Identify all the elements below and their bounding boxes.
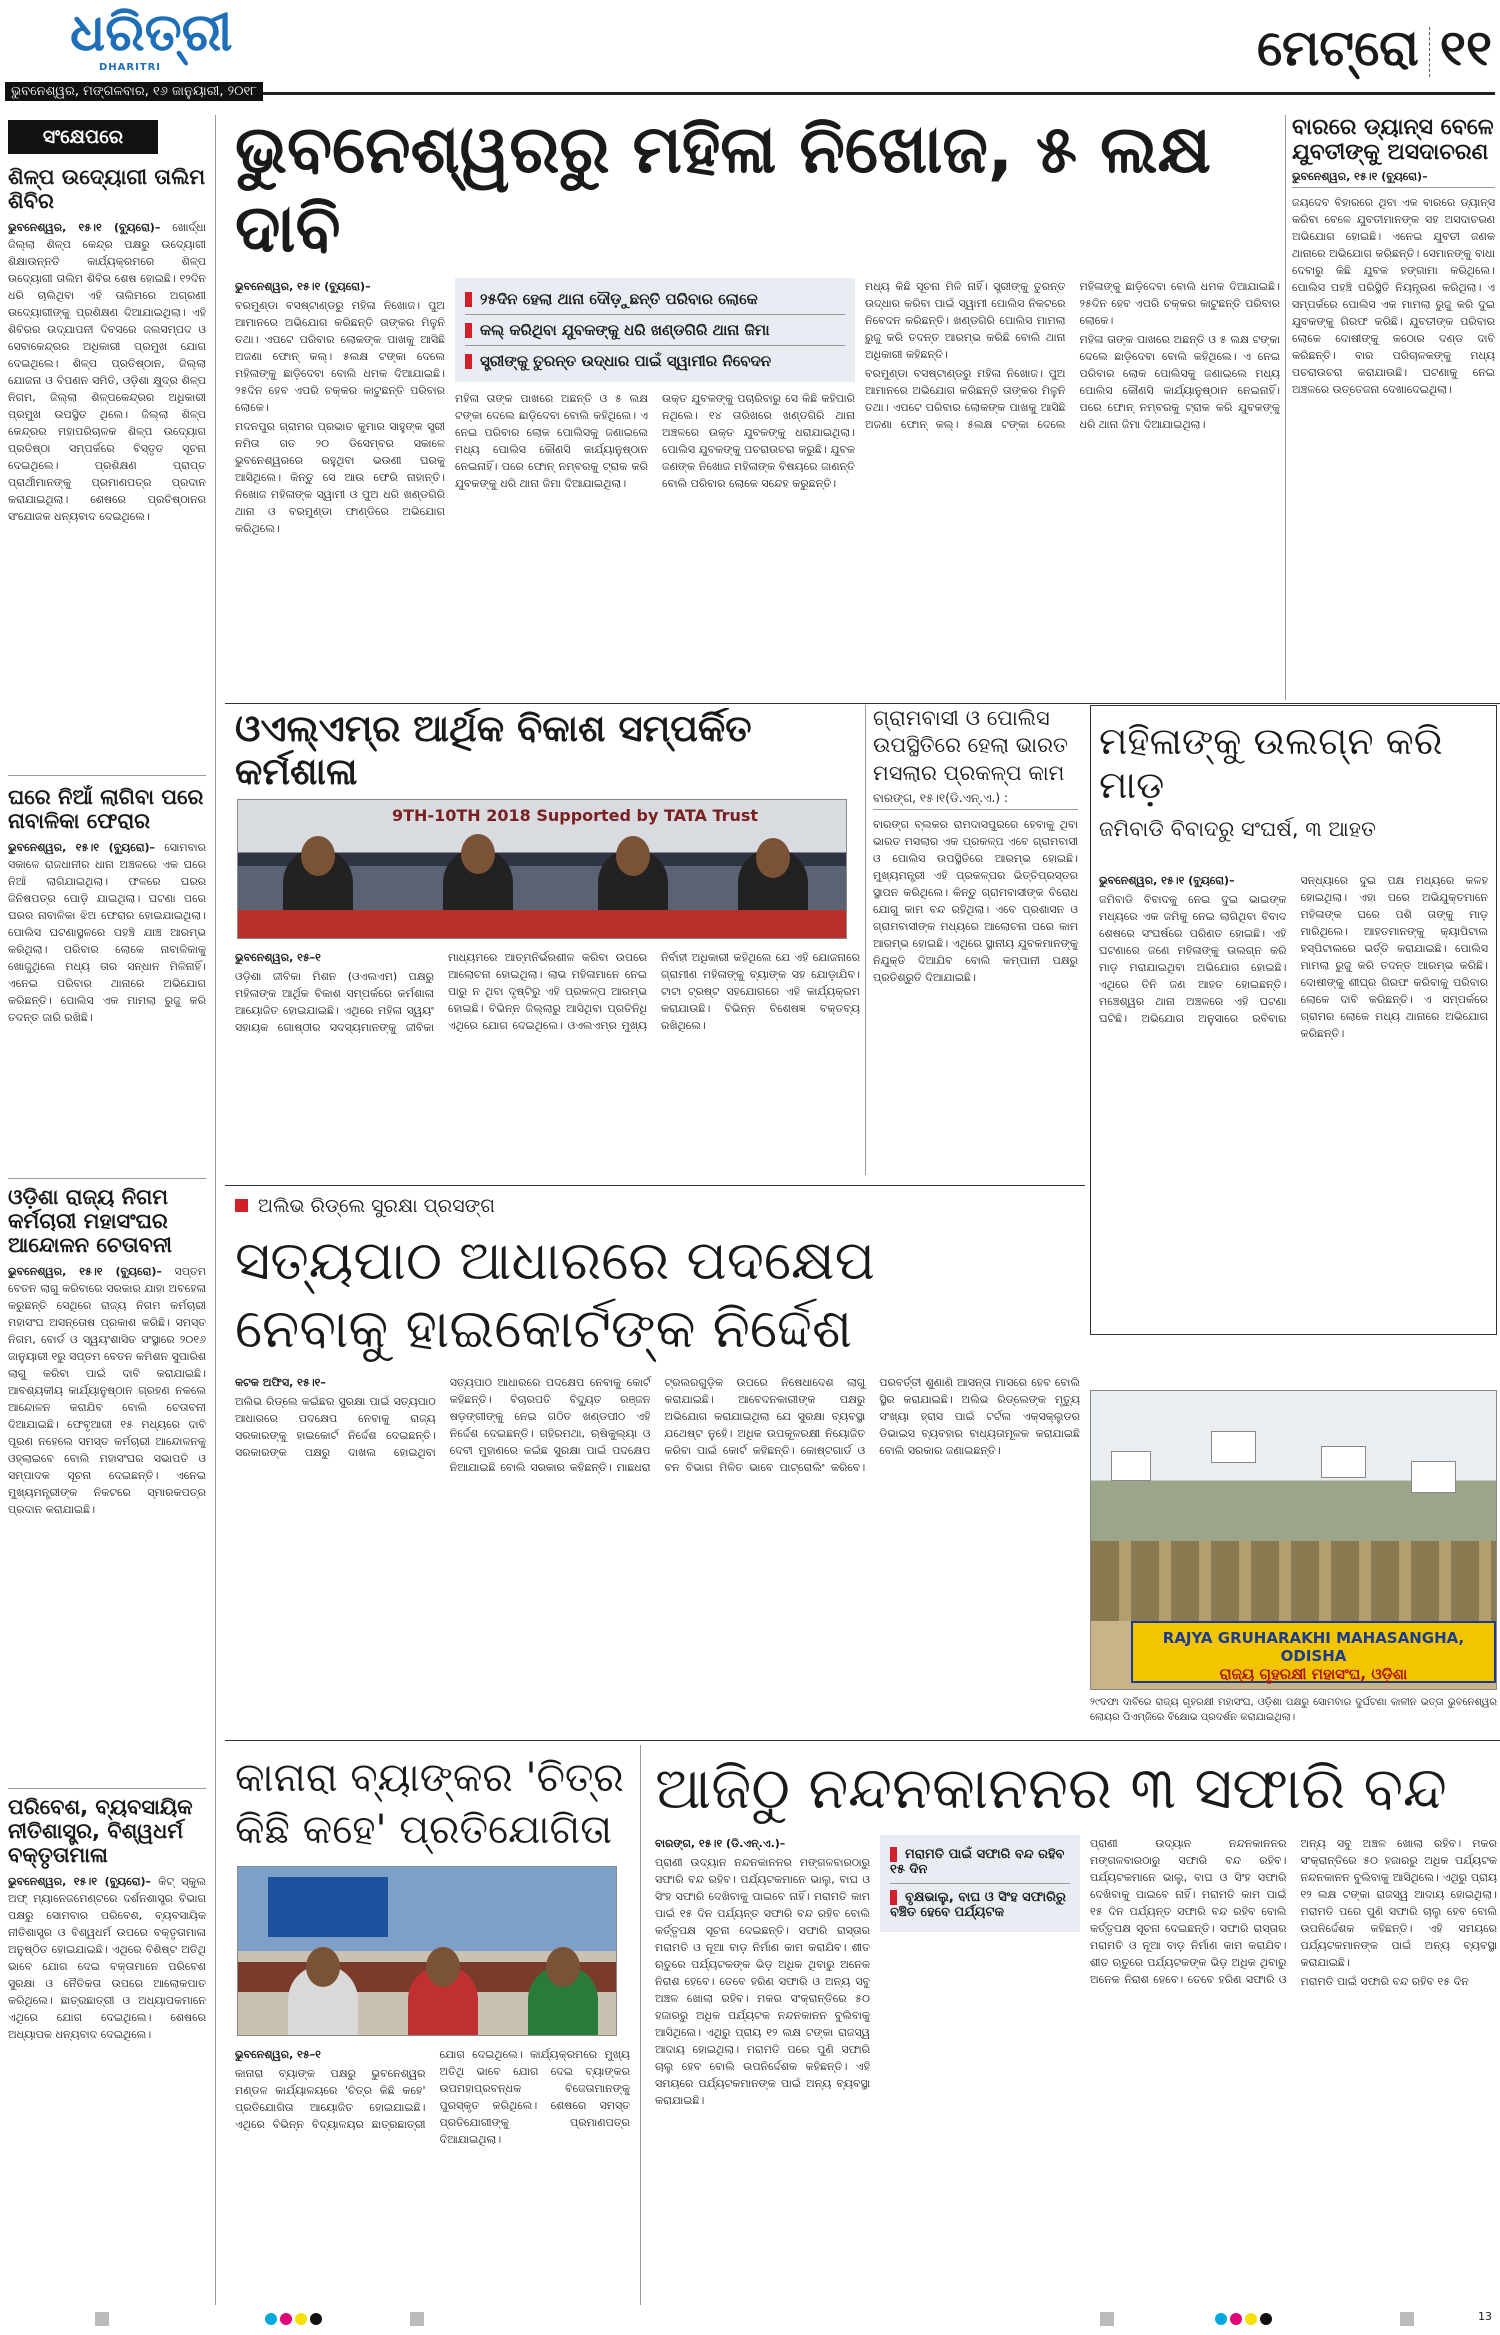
page-number: ୧୧	[1439, 19, 1492, 77]
court-story	[235, 1195, 1080, 1725]
spice-story: ଗ୍ରାମବାସୀ ଓ ପୋଲିସ ଉପସ୍ଥିତିରେ ହେଲା ଭାରତ ମସଲାର ପ୍ରକଳ୍ପ କାମ ବାରଙ୍ଗ, ୧୫।୧(ଡି.ଏନ୍.ଏ.) : ବାରଙ୍ଗ ବ୍ଲକର ରାମଦାସପୁରରେ ହେବାକୁ ଥିବା ଭାରତ ମସଲାର ଏକ ପ୍ରକଳ୍ପ ଏବେ ଗ୍ରାମବାସୀ ଓ ପୋଲିସ ଉପସ୍ଥିତିରେ ଆରମ୍ଭ ହୋଇଛି। ମୁଖ୍ୟମନ୍ତ୍ରୀ ଏହି ପ୍ରକଳ୍ପର ଭିତ୍ତିପ୍ରସ୍ତର ସ୍ଥାପନ କରିଥିଲେ। କିନ୍ତୁ ଗ୍ରାମବାସୀଙ୍କ ବିରୋଧ ଯୋଗୁ କାମ ବନ୍ଦ ରହିଥିଲା। ଏବେ ପ୍ରଶାସନ ଓ ଗ୍ରାମବାସୀଙ୍କ ମଧ୍ୟରେ ଆଲୋଚନା ପରେ କାମ ଆରମ୍ଭ ହୋଇଛି। ଏଥିରେ ସ୍ଥାନୀୟ ଯୁବକମାନଙ୍କୁ ନିଯୁକ୍ତି ଦିଆଯିବ ବୋଲି କମ୍ପାନୀ ପକ୍ଷରୁ ପ୍ରତିଶ୍ରୁତି ଦିଆଯାଇଛି।	[873, 706, 1078, 984]
protest-banner: RAJYA GRUHARAKHI MAHASANGHA, ODISHA ରାଜ୍ୟ ଗୃହରକ୍ଷୀ ମହାସଂଘ, ଓଡ଼ିଶା	[1131, 1621, 1496, 1683]
briefs-title: ସଂକ୍ଷେପରେ	[8, 120, 158, 154]
issue-dateline: ଭୁବନେଶ୍ୱର, ମଙ୍ଗଳବାର, ୧୬ ଜାନୁୟାରୀ, ୨୦୧୮	[5, 82, 263, 101]
workshop-banner: 9TH-10TH 2018 Supported by TATA Trust	[388, 806, 762, 825]
print-page-number: 13	[1478, 2310, 1492, 2323]
olm-headline: ଓଏଲ୍ଏମ୍‌ର ଆର୍ଥିକ ବିକାଶ ସମ୍ପର୍କିତ କର୍ମଶାଳା	[235, 708, 752, 793]
protest-caption: ୨୯ଦଫା ଦାବିରେ ରାଜ୍ୟ ଗୃହରକ୍ଷୀ ମହାସଂଘ, ଓଡ଼ିଶା ପକ୍ଷରୁ ସୋମବାର ଦୁର୍ଘଟଣା କାଳୀନ ଭତ୍ତା ଭୁବନେଶ୍ୱର ଲୋୟର ପିଏମ୍‌ଜିରେ ବିକ୍ଷୋଭ ପ୍ରଦର୍ଶନ କରାଯାଇଥିଲା।	[1090, 1697, 1497, 1723]
lead-headline: ଭୁବନେଶ୍ୱରରୁ ମହିଳା ନିଖୋଜ, ୫ ଲକ୍ଷ ଦାବି	[235, 111, 1211, 268]
olm-body: ଭୁବନେଶ୍ୱର, ୧୫–୧ ଓଡ଼ିଶା ଜୀବିକା ମିଶନ (ଓଏଲଏମ) ପକ୍ଷରୁ ମହିଳାଙ୍କ ଆର୍ଥିକ ବିକାଶ ସମ୍ପର୍କରେ କର୍ମଶାଳା ଆୟୋଜିତ ହୋଇଯାଇଛି। ଏଥିରେ ମହିଳା ସ୍ୱୟଂ ସହାୟକ ଗୋଷ୍ଠୀର ସଦସ୍ୟମାନଙ୍କୁ ଜୀବିକା ମାଧ୍ୟମରେ ଆତ୍ମନିର୍ଭରଶୀଳ କରିବା ଉପରେ ଆଲୋଚନା ହୋଇଥିଲା। ଲାଭ ମହିଳାମାନେ ନେଇ ପାରୁ ନ ଥିବା ଦୃଷ୍ଟିରୁ ଏହି ପ୍ରକଳ୍ପ ଆରମ୍ଭ ହୋଇଛି। ବିଭିନ୍ନ ଜିଲ୍ଲାରୁ ଆସିଥିବା ପ୍ରତିନିଧି ଏଥିରେ ଯୋଗ ଦେଇଥିଲେ। ଓଏଲଏମ୍‌ର ମୁଖ୍ୟ ନିର୍ବାହୀ ଅଧିକାରୀ କହିଥିଲେ ଯେ ଏହି ଯୋଜନାରେ ଗ୍ରାମୀଣ ମହିଳାଙ୍କୁ ବ୍ୟାଙ୍କ ସହ ଯୋଡ଼ାଯିବ। ଟାଟା ଟ୍ରଷ୍ଟ ସହଯୋଗରେ ଏହି କାର୍ଯ୍ୟକ୍ରମ କରାଯାଉଛି। ବିଭିନ୍ନ ବିଶେଷଜ୍ଞ ବକ୍ତବ୍ୟ ରଖିଥିଲେ।	[235, 951, 860, 1035]
brief-item: ଘରେ ନିଆଁ ଲାଗିବା ପରେ ନାବାଳିକା ଫେରାର ଭୁବନେଶ୍ୱର, ୧୫।୧ (ବ୍ୟୁରୋ)– ସୋମବାର ସକାଳେ ରାଜଧାନୀର ଧାନା ଅଞ୍ଚଳରେ ଏକ ଘରେ ନିଆଁ ଲାଗିଯାଇଥିଲା। ଫଳରେ ଘରର ଜିନିଷପତ୍ର ପୋଡ଼ି ଯାଇଥିଲା। ଘଟଣା ପରେ ଘରର ନାବାଳିକା ଝିଅ ଫେରାର ହୋଇଯାଇଥିଲା। ପୋଲିସ ଘଟଣାସ୍ଥଳରେ ପହଞ୍ଚି ଯାଞ୍ଚ ଆରମ୍ଭ କରିଥିଲା। ପରିବାର ଲୋକେ ନାବାଳିକାକୁ ଖୋଜୁଥିଲେ ମଧ୍ୟ ତାର ସନ୍ଧାନ ମିଳିନାହିଁ। ଏନେଇ ପରିବାର ଥାନାରେ ଅଭିଯୋଗ କରିଛନ୍ତି। ପୋଲିସ ଏକ ମାମଲା ରୁଜୁ କରି ତଦନ୍ତ ଜାରି ରଖିଛି।	[8, 785, 206, 1025]
lead-body-col2: ମହିଳା ତାଙ୍କ ପାଖରେ ଅଛନ୍ତି ଓ ୫ ଲକ୍ଷ ଟଙ୍କା ଦେଲେ ଛାଡ଼ିଦେବା ବୋଲି କହିଥିଲେ। ଏ ନେଇ ପରିବାର ଲୋକ ପୋଲିସକୁ ଜଣାଇଲେ ମଧ୍ୟ ପୋଲିସ କୌଣସି କାର୍ଯ୍ୟାନୁଷ୍ଠାନ ନେଇନାହିଁ। ପରେ ଫୋନ୍ ନମ୍ବରକୁ ଟ୍ରାକ କରି ଯୁବକଙ୍କୁ ଧରି ଥାନା ଜିମା ଦିଆଯାଇଥିଲା। ଉକ୍ତ ଯୁବକଙ୍କୁ ପଚାରିବାରୁ ସେ କିଛି କହିପାରି ନଥିଲେ। ୧୪ ତାରିଖରେ ଖଣ୍ଡଗିରି ଥାନା ଅଞ୍ଚଳରେ ଉକ୍ତ ଯୁବକଙ୍କୁ ଧରାଯାଇଥିଲା। ପୋଲିସ ଯୁବକଙ୍କୁ ପଚରାଉଚରା କରୁଛି। ଯୁବକ ଜଣଙ୍କ ନିଖୋଜ ମହିଳାଙ୍କ ବିଷୟରେ ଜାଣନ୍ତି ବୋଲି ପରିବାର ଲୋକେ ସନ୍ଦେହ କରୁଛନ୍ତି।	[455, 392, 855, 491]
highlight-item: ସ୍ତ୍ରୀଙ୍କୁ ତୁରନ୍ତ ଉଦ୍ଧାର ପାଇଁ ସ୍ୱାମୀର ନିବେଦନ	[465, 346, 845, 376]
lead-body-col3: ମଧ୍ୟ କିଛି ସୂଚନା ମିଳି ନାହିଁ। ସ୍ତ୍ରୀଙ୍କୁ ତୁରନ୍ତ ଉଦ୍ଧାର କରିବା ପାଇଁ ସ୍ୱାମୀ ପୋଲିସ ନିକଟରେ ନିବେଦନ କରିଛନ୍ତି। ଖଣ୍ଡଗିରି ପୋଲିସ ମାମଲା ରୁଜୁ କରି ତଦନ୍ତ ଆରମ୍ଭ କରିଛି ବୋଲି ଥାନା ଅଧିକାରୀ କହିଛନ୍ତି। ବରମୁଣ୍ଡା ବସଷ୍ଟାଣ୍ଡରୁ ମହିଳା ନିଖୋଜ। ପୁଅ ଆମାନରେ ଅଭିଯୋଗ କରିଛନ୍ତି ତାଙ୍କର ମିଳୁନି ତଥା। ଏପଟେ ପରିବାର ଲୋକଙ୍କ ପାଖକୁ ଆସିଛି ଅଜଣା ଫୋନ୍ କଲ୍। ୫ଲକ୍ଷ ଟଙ୍କା ଦେଲେ ମହିଳାଙ୍କୁ ଛାଡ଼ିଦେବା ବୋଲି ଧମକ ଦିଆଯାଇଛି। ୨୫ଦିନ ହେବ ଏପରି ଚକ୍କର କାଟୁଛନ୍ତି ପରିବାର ଲୋକେ। ମହିଳା ତାଙ୍କ ପାଖରେ ଅଛନ୍ତି ଓ ୫ ଲକ୍ଷ ଟଙ୍କା ଦେଲେ ଛାଡ଼ିଦେବା ବୋଲି କହିଥିଲେ। ଏ ନେଇ ପରିବାର ଲୋକ ପୋଲିସକୁ ଜଣାଇଲେ ମଧ୍ୟ ପୋଲିସ କୌଣସି କାର୍ଯ୍ୟାନୁଷ୍ଠାନ ନେଇନାହିଁ। ପରେ ଫୋନ୍ ନମ୍ବରକୁ ଟ୍ରାକ କରି ଯୁବକଙ୍କୁ ଧରି ଥାନା ଜିମା ଦିଆଯାଇଥିଲା।	[865, 280, 1280, 432]
highlight-item: ବୃକ୍ଷଭାଲୁ, ବାଘ ଓ ସିଂହ ସଫାରିରୁ ବଞ୍ଚିତ ହେବେ ପର୍ଯ୍ୟଟକ	[890, 1889, 1066, 1920]
newspaper-logo: ଧରିତ୍ରୀ DHARITRI	[70, 3, 233, 73]
workshop-photo	[237, 799, 847, 939]
olm-story	[235, 708, 860, 1175]
court-headline: ସତ୍ୟପାଠ ଆଧାରରେ ପଦକ୍ଷେପ ନେବାକୁ ହାଇକୋର୍ଟଙ୍କ ନିର୍ଦ୍ଦେଶ	[235, 1229, 875, 1360]
protest-photo	[1090, 1390, 1497, 1690]
safari-story	[655, 1752, 1497, 2305]
brief-item: ଓଡ଼ିଶା ରାଜ୍ୟ ନିଗମ କର୍ମଚାରୀ ମହାସଂଘର ଆନ୍ଦୋଳନ ଚେତାବନୀ ଭୁବନେଶ୍ୱର, ୧୫।୧ (ବ୍ୟୁରୋ)– ସପ୍ତମ ବେତନ ଲାଗୁ କରିବାରେ ସରକାର ଯାହା ଅବହେଳା କରୁଛନ୍ତି ସେଥିରେ ରାଜ୍ୟ ନିଗମ କର୍ମଚାରୀ ମହାସଂଘ ଅସନ୍ତୋଷ ପ୍ରକାଶ କରିଛି। ସମସ୍ତ ନିଗମ, ବୋର୍ଡ ଓ ସ୍ୱୟଂଶାସିତ ସଂସ୍ଥାରେ ୨୦୧୬ ଜାନୁୟାରୀ ୧ରୁ ସପ୍ତମ ବେତନ କମିଶନ ସୁପାରିଶ ଲାଗୁ କରିବା ପାଇଁ ଦାବି କରାଯାଇଛି। ଆବଶ୍ୟକୀୟ କାର୍ଯ୍ୟାନୁଷ୍ଠାନ ଗ୍ରହଣ ନକଲେ ଆନ୍ଦୋଳନ କରାଯିବ ବୋଲି ଚେତାବନୀ ଦିଆଯାଇଛି। ଫେବୃଆରୀ ୧୫ ମଧ୍ୟରେ ଦାବି ପୂରଣ ନହେଲେ ସମସ୍ତ କର୍ମଚାରୀ ଆନ୍ଦୋଳନକୁ ଓହ୍ଲାଇବେ ବୋଲି ମହାସଂଘର ସଭାପତି ଓ ସମ୍ପାଦକ ସୂଚନା ଦେଇଛନ୍ତି। ଏନେଇ ମୁଖ୍ୟମନ୍ତ୍ରୀଙ୍କ ନିକଟରେ ସ୍ମାରକପତ୍ର ପ୍ରଦାନ କରାଯାଇଛି।	[8, 1185, 206, 1517]
canara-headline: କାନାରା ବ୍ୟାଙ୍କର 'ଚିତ୍ର କିଛି କହେ' ପ୍ରତିଯୋଗିତା	[235, 1755, 624, 1853]
lead-story	[235, 110, 1280, 700]
court-body: କଟକ ଅଫିସ, ୧୫।୧– ଅଲିଭ ରିଡ୍‌ଲେ କଇଁଛର ସୁରକ୍ଷା ପାଇଁ ସତ୍ୟପାଠ ଆଧାରରେ ପଦକ୍ଷେପ ନେବାକୁ ରାଜ୍ୟ ସରକାରଙ୍କୁ ହାଇକୋର୍ଟ ନିର୍ଦ୍ଦେଶ ଦେଇଛନ୍ତି। ସରକାରଙ୍କ ପକ୍ଷରୁ ଦାଖଲ ହୋଇଥିବା ସତ୍ୟପାଠ ଆଧାରରେ ପଦକ୍ଷେପ ନେବାକୁ କୋର୍ଟ କହିଛନ୍ତି। ବିଚାରପତି ବିଦ୍ୟୁତ ରଞ୍ଜନ ଷଡ଼ଙ୍ଗୀଙ୍କୁ ନେଇ ଗଠିତ ଖଣ୍ଡପୀଠ ଏହି ନିର୍ଦ୍ଦେଶ ଦେଇଛନ୍ତି। ଗହିରମଥା, ଋଷିକୁଲ୍ୟା ଓ ଦେବୀ ମୁହାଣରେ କଇଁଛ ସୁରକ୍ଷା ପାଇଁ ପଦକ୍ଷେପ ନିଆଯାଇଛି ବୋଲି ସରକାର କହିଛନ୍ତି। ମାଛଧରା ଟ୍ରଲରଗୁଡ଼ିକ ଉପରେ ନିଷେଧାଦେଶ ଲାଗୁ କରାଯାଇଛି। ଆବେଦନକାରୀଙ୍କ ପକ୍ଷରୁ ଅଭିଯୋଗ କରାଯାଇଥିଲା ଯେ ସୁରକ୍ଷା ବ୍ୟବସ୍ଥା ଯଥେଷ୍ଟ ନୁହେଁ। ଅଧିକ ଉପକୂଳରକ୍ଷୀ ନିୟୋଜିତ କରିବା ପାଇଁ କୋର୍ଟ କହିଛନ୍ତି। କୋଷ୍ଟଗାର୍ଡ ଓ ବନ ବିଭାଗ ମିଳିତ ଭାବେ ପାଟ୍ରୋଲିଂ କରିବେ। ପରବର୍ତ୍ତୀ ଶୁଣାଣି ଆସନ୍ତା ମାସରେ ହେବ ବୋଲି ସ୍ଥିର କରାଯାଇଛି। ଅଲିଭ ରିଡ୍‌ଲେଙ୍କ ମୃତ୍ୟୁ ସଂଖ୍ୟା ହ୍ରାସ ପାଇଁ ଟର୍ଟଲ ଏକ୍ସକ୍ଲୁଡର ଡିଭାଇସ ବ୍ୟବହାର ବାଧ୍ୟତାମୂଳକ କରାଯାଇଛି ବୋଲି ସରକାର ଜଣାଇଛନ୍ତି।	[235, 1376, 1080, 1474]
brief-item: ପରିବେଶ, ବ୍ୟବସାୟିକ ନୀତିଶାସ୍ତ୍ର, ବିଶ୍ୱଧର୍ମ ବକ୍ତୃତାମାଳା ଭୁବନେଶ୍ୱର, ୧୫।୧ (ବ୍ୟୁରୋ)– କିଟ୍ ସ୍କୁଲ ଅଫ୍ ମ୍ୟାନେଜମେଣ୍ଟରେ ଦର୍ଶନଶାସ୍ତ୍ର ବିଭାଗ ପକ୍ଷରୁ ସୋମବାର ପରିବେଶ, ବ୍ୟବସାୟିକ ନୀତିଶାସ୍ତ୍ର ଓ ବିଶ୍ୱଧର୍ମ ଉପରେ ବକ୍ତୃତାମାଳା ଅନୁଷ୍ଠିତ ହୋଇଯାଇଛି। ଏଥିରେ ବିଶିଷ୍ଟ ଅତିଥି ଭାବେ ଯୋଗ ଦେଇ ବକ୍ତାମାନେ ପରିବେଶ ସୁରକ୍ଷା ଓ ନୈତିକତା ଉପରେ ଆଲୋକପାତ କରିଥିଲେ। ଛାତ୍ରଛାତ୍ରୀ ଓ ଅଧ୍ୟାପକମାନେ ଏଥିରେ ଯୋଗ ଦେଇଥିଲେ। ଶେଷରେ ଅଧ୍ୟାପକ ଧନ୍ୟବାଦ ଦେଇଥିଲେ।	[8, 1795, 206, 2042]
section-label: ମେଟ୍ରୋ ୧୧	[1256, 19, 1492, 77]
lead-body-col1: ଭୁବନେଶ୍ୱର, ୧୫।୧ (ବ୍ୟୁରୋ)– ବରମୁଣ୍ଡା ବସଷ୍ଟାଣ୍ଡରୁ ମହିଳା ନିଖୋଜ। ପୁଅ ଆମାନରେ ଅଭିଯୋଗ କରିଛନ୍ତି ତାଙ୍କର ମିଳୁନି ତଥା। ଏପଟେ ପରିବାର ଲୋକଙ୍କ ପାଖକୁ ଆସିଛି ଅଜଣା ଫୋନ୍ କଲ୍। ୫ଲକ୍ଷ ଟଙ୍କା ଦେଲେ ମହିଳାଙ୍କୁ ଛାଡ଼ିଦେବା ବୋଲି ଧମକ ଦିଆଯାଇଛି। ୨୫ଦିନ ହେବ ଏପରି ଚକ୍କର କାଟୁଛନ୍ତି ପରିବାର ଲୋକେ। ମଦନପୁର ଗ୍ରାମର ପ୍ରଭାତ କୁମାର ସାହୁଙ୍କ ସ୍ତ୍ରୀ ନମିତା ଗତ ୨୦ ଡିସେମ୍ବର ସକାଳେ ଭୁବନେଶ୍ୱରରେ ରହୁଥିବା ଭଉଣୀ ଘରକୁ ଆସିଥିଲେ। କିନ୍ତୁ ସେ ଆଉ ଫେରି ନାହାନ୍ତି। ନିଖୋଜ ମହିଳାଙ୍କ ସ୍ୱାମୀ ଓ ପୁଅ ଧରି ଖଣ୍ଡଗିରି ଥାନା ଓ ବରମୁଣ୍ଡା ଫାଣ୍ଡିରେ ଅଭିଯୋଗ କରିଥିଲେ।	[235, 280, 445, 536]
assault-story-box: ମହିଳାଙ୍କୁ ଉଲଗ୍ନ କରି ମାଡ଼ ଜମିବାଡି ବିବାଦରୁ ସଂଘର୍ଷ, ୩ ଆହତ ଭୁବନେଶ୍ୱର, ୧୫।୧ (ବ୍ୟୁରୋ)– ଜମିବାଡି ବିବାଦକୁ ନେଇ ଦୁଇ ଭାଇଙ୍କ ମଧ୍ୟରେ ଏକ ଜମିକୁ ନେଇ ଲାଗିଥିବା ବିବାଦ ଶେଷରେ ସଂଘର୍ଷରେ ପରିଣତ ହୋଇଛି। ଏହି ଘଟଣାରେ ଜଣେ ମହିଳାଙ୍କୁ ଉଲଗ୍ନ କରି ମାଡ଼ ମରାଯାଇଥିବା ଅଭିଯୋଗ ହୋଇଛି। ଏଥିରେ ତିନି ଜଣ ଆହତ ହୋଇଛନ୍ତି। ମଞ୍ଚେଶ୍ୱର ଥାନା ଅଞ୍ଚଳରେ ଏହି ଘଟଣା ଘଟିଛି। ଅଭିଯୋଗ ଅନୁସାରେ ରବିବାର ସନ୍ଧ୍ୟାରେ ଦୁଇ ପକ୍ଷ ମଧ୍ୟରେ କଳହ ହୋଇଥିଲା। ଏହା ପରେ ଅଭିଯୁକ୍ତମାନେ ମହିଳାଙ୍କ ଘରେ ପଶି ତାଙ୍କୁ ମାଡ଼ ମାରିଥିଲେ। ଆହତମାନଙ୍କୁ କ୍ୟାପିଟାଲ ହସ୍ପିଟାଲରେ ଭର୍ତ୍ତି କରାଯାଇଛି। ପୋଲିସ ମାମଲା ରୁଜୁ କରି ତଦନ୍ତ ଆରମ୍ଭ କରିଛି। ଦୋଷୀଙ୍କୁ ଶୀଘ୍ର ଗିରଫ କରିବାକୁ ପରିବାର ଲୋକେ ଦାବି କରିଛନ୍ତି। ଏ ସମ୍ପର୍କରେ ଗ୍ରାମର ଲୋକେ ମଧ୍ୟ ଥାନାରେ ଅଭିଯୋଗ କରିଛନ୍ତି।	[1090, 705, 1497, 1335]
safari-body-col2: ପ୍ରାଣୀ ଉଦ୍ୟାନ ନନ୍ଦନକାନନର ମଙ୍ଗଳବାରଠାରୁ ସଫାରି ବନ୍ଦ ରହିବ। ପର୍ଯ୍ୟଟକମାନେ ଭାଲୁ, ବାଘ ଓ ସିଂହ ସଫାରି ଦେଖିବାକୁ ପାଇବେ ନାହିଁ। ମରାମତି କାମ ପାଇଁ ୧୫ ଦିନ ପର୍ଯ୍ୟନ୍ତ ସଫାରି ବନ୍ଦ ରହିବ ବୋଲି କର୍ତ୍ତୃପକ୍ଷ ସୂଚନା ଦେଇଛନ୍ତି। ସଫାରି ରାସ୍ତାର ମରାମତି ଓ ନୂଆ ବାଡ଼ ନିର୍ମାଣ କାମ କରାଯିବ। ଶୀତ ଋତୁରେ ପର୍ଯ୍ୟଟକଙ୍କ ଭିଡ଼ ଅଧିକ ଥିବାରୁ ଅନେକ ନିରାଶ ହେବେ। ତେବେ ହରିଣ ସଫାରି ଓ ଅନ୍ୟ ସବୁ ଅଞ୍ଚଳ ଖୋଲା ରହିବ। ମକର ସଂକ୍ରାନ୍ତିରେ ୫୦ ହଜାରରୁ ଅଧିକ ପର୍ଯ୍ୟଟକ ନନ୍ଦନକାନନ ବୁଲିବାକୁ ଆସିଥିଲେ। ଏଥିରୁ ପ୍ରାୟ ୧୨ ଲକ୍ଷ ଟଙ୍କା ରାଜସ୍ୱ ଆଦାୟ ହୋଇଥିଲା। ମରାମତି ପରେ ପୁଣି ସଫାରି ଚାଲୁ ହେବ ବୋଲି ଉପନିର୍ଦ୍ଦେଶକ କହିଛନ୍ତି। ଏହି ସମୟରେ ପର୍ଯ୍ୟଟକମାନଙ୍କ ପାଇଁ ଅନ୍ୟ ବ୍ୟବସ୍ଥା କରାଯାଇଛି। ମରାମତି ପାଇଁ ସଫାରି ବନ୍ଦ ରହିବ ୧୫ ଦିନ	[1090, 1836, 1497, 1988]
brief-item: ଶିଳ୍ପ ଉଦ୍ୟୋଗୀ ତାଲିମ ଶିବିର ଭୁବନେଶ୍ୱର, ୧୫।୧ (ବ୍ୟୁରୋ)– ଖୋର୍ଦ୍ଧା ଜିଲ୍ଲା ଶିଳ୍ପ କେନ୍ଦ୍ର ପକ୍ଷରୁ ଉଦ୍ୟୋଗୀ ଶିକ୍ଷାଉନ୍ନତି କାର୍ଯ୍ୟକ୍ରମରେ ଶିଳ୍ପ ଉଦ୍ୟୋଗୀ ତାଲିମ ଶିବିର ଶେଷ ହୋଇଛି। ୧୨ଦିନ ଧରି ଚାଲିଥିବା ଏହି ତାଲିମରେ ଅଗ୍ରଣୀ ଉଦ୍ୟୋଗୀଙ୍କୁ ପ୍ରଶିକ୍ଷଣ ଦିଆଯାଇଥିଲା। ଏହି ଶିବିରର ଉଦ୍‌ଯାପନୀ ଦିବସରେ ଜଲସମ୍ପଦ ଓ ସେବାକେନ୍ଦ୍ରର ଅଧିକାରୀ ପ୍ରମୁଖ ଯୋଗ ଦେଇଥିଲେ। ଶିଳ୍ପ ପ୍ରତିଷ୍ଠାନ, ଜିଲ୍ଲା ଯୋଜନା ଓ ବିପଣନ ସମିତି, ଓଡ଼ିଶା କ୍ଷୁଦ୍ର ଶିଳ୍ପ ନିଗମ, ଜିଲ୍ଲା ଶିଳ୍ପକେନ୍ଦ୍ରର ଅଧିକାରୀ ପ୍ରମୁଖ ଉପସ୍ଥିତ ଥିଲେ। ଜିଲ୍ଲା ଶିଳ୍ପ କେନ୍ଦ୍ରର ମହାପରିଚାଳକ ଶିଳ୍ପ ଉଦ୍ୟୋଗ ପ୍ରତିଷ୍ଠା ସମ୍ପର୍କରେ ବିସ୍ତୃତ ସୂଚନା ଦେଇଥିଲେ। ପ୍ରଶିକ୍ଷଣ ପ୍ରାପ୍ତ ପ୍ରାର୍ଥୀମାନଙ୍କୁ ପ୍ରମାଣପତ୍ର ପ୍ରଦାନ କରାଯାଇଥିଲା। ଶେଷରେ ପ୍ରତିଷ୍ଠାନର ସଂଯୋଜକ ଧନ୍ୟବାଦ ଦେଇଥିଲେ।	[8, 165, 206, 524]
bank-event-photo	[237, 1866, 617, 2036]
bar-story: ବାରରେ ଡ୍ୟାନ୍ସ ବେଳେ ଯୁବତୀଙ୍କୁ ଅସଦାଚରଣ ଭୁବନେଶ୍ୱର, ୧୫।୧ (ବ୍ୟୁରୋ)– ଜୟଦେବ ବିହାରରେ ଥିବା ଏକ ବାରରେ ଡ୍ୟାନ୍ସ କରିବା ବେଳେ ଯୁବତୀମାନଙ୍କ ସହ ଅସଦାଚରଣ ଅଭିଯୋଗ ହୋଇଛି। ଏନେଇ ଯୁବତୀ ଜଣକ ଥାନାରେ ଅଭିଯୋଗ କରିଛନ୍ତି। ସେମାନଙ୍କୁ ବାଧା ଦେବାରୁ କିଛି ଯୁବକ ହଙ୍ଗାମା କରିଥିଲେ। ପୋଲିସ ପହଞ୍ଚି ପରିସ୍ଥିତି ନିୟନ୍ତ୍ରଣ କରିଥିଲା। ଏ ସମ୍ପର୍କରେ ପୋଲିସ ଏକ ମାମଲା ରୁଜୁ କରି ଦୁଇ ଯୁବକଙ୍କୁ ଗିରଫ କରିଛି। ଯୁବତୀଙ୍କ ପରିବାର ଲୋକେ ଦୋଷୀଙ୍କୁ କଠୋର ଦଣ୍ଡ ଦାବି କରିଛନ୍ତି। ବାର ପରିଚାଳକଙ୍କୁ ମଧ୍ୟ ପଚରାଉଚରା କରାଯାଉଛି। ଘଟଣାକୁ ନେଇ ଅଞ୍ଚଳରେ ଉତ୍ତେଜନା ଦେଖାଦେଇଥିଲା।	[1292, 115, 1495, 396]
safari-headline: ଆଜିଠୁ ନନ୍ଦନକାନନର ୩ ସଫାରି ବନ୍ଦ	[655, 1754, 1447, 1822]
highlight-item: କଲ୍ କରିଥିବା ଯୁବକଙ୍କୁ ଧରି ଖଣ୍ଡଗିରି ଥାନା ଜିମା	[465, 315, 845, 346]
highlight-item: ମରାମତି ପାଇଁ ସଫାରି ବନ୍ଦ ରହିବ ୧୫ ଦିନ	[890, 1841, 1070, 1884]
safari-body-col1: ବାରଙ୍ଗ, ୧୫।୧ (ଡି.ଏନ୍.ଏ.)– ପ୍ରାଣୀ ଉଦ୍ୟାନ ନନ୍ଦନକାନନର ମଙ୍ଗଳବାରଠାରୁ ସଫାରି ବନ୍ଦ ରହିବ। ପର୍ଯ୍ୟଟକମାନେ ଭାଲୁ, ବାଘ ଓ ସିଂହ ସଫାରି ଦେଖିବାକୁ ପାଇବେ ନାହିଁ। ମରାମତି କାମ ପାଇଁ ୧୫ ଦିନ ପର୍ଯ୍ୟନ୍ତ ସଫାରି ବନ୍ଦ ରହିବ ବୋଲି କର୍ତ୍ତୃପକ୍ଷ ସୂଚନା ଦେଇଛନ୍ତି। ସଫାରି ରାସ୍ତାର ମରାମତି ଓ ନୂଆ ବାଡ଼ ନିର୍ମାଣ କାମ କରାଯିବ। ଶୀତ ଋତୁରେ ପର୍ଯ୍ୟଟକଙ୍କ ଭିଡ଼ ଅଧିକ ଥିବାରୁ ଅନେକ ନିରାଶ ହେବେ। ତେବେ ହରିଣ ସଫାରି ଓ ଅନ୍ୟ ସବୁ ଅଞ୍ଚଳ ଖୋଲା ରହିବ। ମକର ସଂକ୍ରାନ୍ତିରେ ୫୦ ହଜାରରୁ ଅଧିକ ପର୍ଯ୍ୟଟକ ନନ୍ଦନକାନନ ବୁଲିବାକୁ ଆସିଥିଲେ। ଏଥିରୁ ପ୍ରାୟ ୧୨ ଲକ୍ଷ ଟଙ୍କା ରାଜସ୍ୱ ଆଦାୟ ହୋଇଥିଲା। ମରାମତି ପରେ ପୁଣି ସଫାରି ଚାଲୁ ହେବ ବୋଲି ଉପନିର୍ଦ୍ଦେଶକ କହିଛନ୍ତି। ଏହି ସମୟରେ ପର୍ଯ୍ୟଟକମାନଙ୍କ ପାଇଁ ଅନ୍ୟ ବ୍ୟବସ୍ଥା କରାଯାଇଛି।	[655, 1836, 870, 2107]
court-kicker: ଅଲିଭ ରିଡ୍‌ଲେ ସୁରକ୍ଷା ପ୍ରସଙ୍ଗ	[235, 1195, 1080, 1217]
canara-body: ଭୁବନେଶ୍ୱର, ୧୫–୧ କାନାରା ବ୍ୟାଙ୍କ ପକ୍ଷରୁ ଭୁବନେଶ୍ୱର ମଣ୍ଡଳ କାର୍ଯ୍ୟାଳୟରେ 'ଚିତ୍ର କିଛି କହେ' ପ୍ରତିଯୋଗିତା ଆୟୋଜିତ ହୋଇଯାଇଛି। ଏଥିରେ ବିଭିନ୍ନ ବିଦ୍ୟାଳୟର ଛାତ୍ରଛାତ୍ରୀ ଯୋଗ ଦେଇଥିଲେ। କାର୍ଯ୍ୟକ୍ରମରେ ମୁଖ୍ୟ ଅତିଥି ଭାବେ ଯୋଗ ଦେଇ ବ୍ୟାଙ୍କର ଉପମହାପ୍ରବନ୍ଧକ ବିଜେତାମାନଙ୍କୁ ପୁରସ୍କୃତ କରିଥିଲେ। ଶେଷରେ ସମସ୍ତ ପ୍ରତିଯୋଗୀଙ୍କୁ ପ୍ରମାଣପତ୍ର ଦିଆଯାଇଥିଲା।	[235, 2048, 630, 2146]
safari-highlights	[880, 1835, 1080, 1932]
lead-highlights	[455, 278, 855, 382]
highlight-item: ୨୫ଦିନ ହେଲା ଥାନା ଦୌଡ଼ୁଛନ୍ତି ପରିବାର ଲୋକେ	[465, 284, 845, 315]
canara-story	[235, 1752, 630, 2305]
